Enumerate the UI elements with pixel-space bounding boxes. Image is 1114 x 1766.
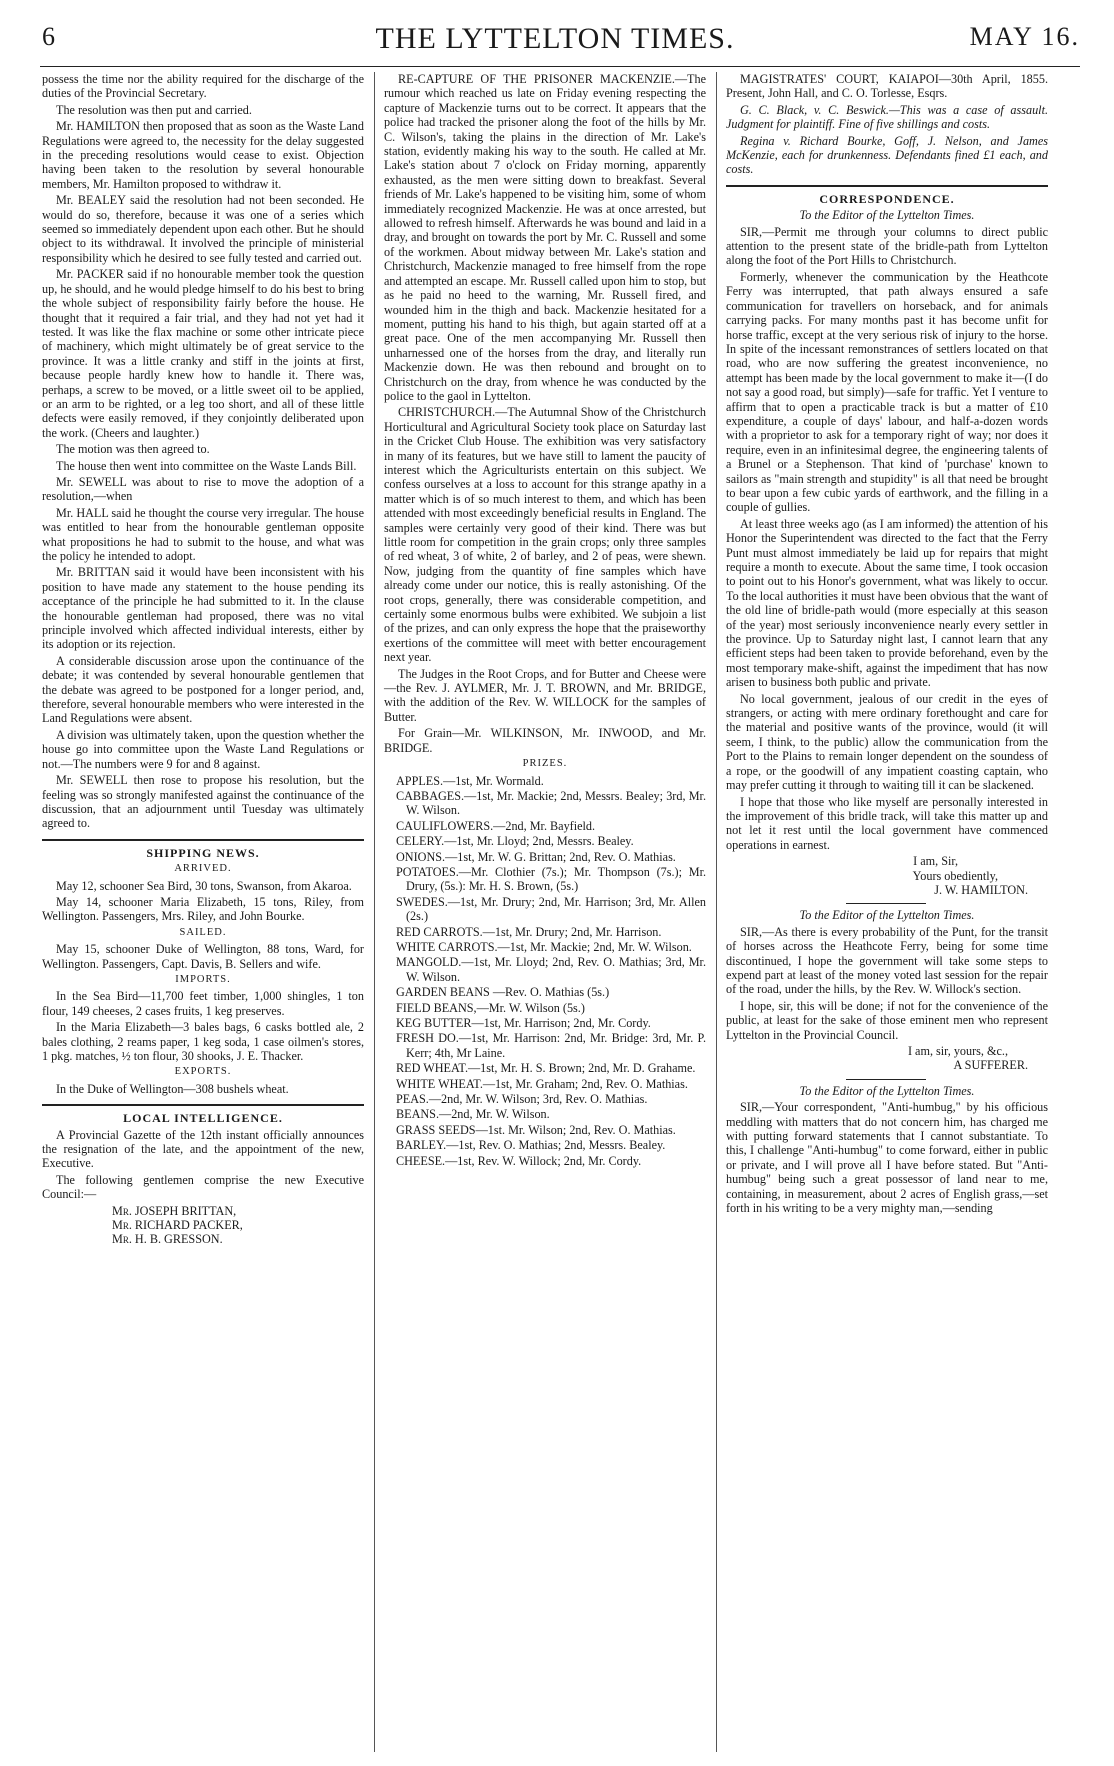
article-paragraph: Mr. PACKER said if no honourable member took the question up, he should, and he would pledge himself to do his best to bring the whole subject of responsibility fairly before the house. He thought that it required a fair trial, and they had not yet had it tested. It was like the flax machine or some other intricate piece of machinery, which might ultimately be of great service to the province. It was a little cranky and stiff in the joints at first, because people hardly knew how to handle it. There was, perhaps, a screw to be moved, or a little sweet oil to be applied, or an arm to be righted, or a leg too short, and all of these little defects were easily removed, if they conjointly deliberated upon the work. (Cheers and laughter.) [42, 267, 364, 440]
local-intelligence-heading: LOCAL INTELLIGENCE. [123, 1111, 283, 1126]
letter-signature: A SUFFERER. [953, 1058, 1028, 1073]
column-2 [384, 72, 706, 1169]
imports-label: IMPORTS. [175, 973, 231, 985]
shipping-news-heading: SHIPPING NEWS. [146, 845, 260, 860]
masthead [30, 22, 1080, 62]
letter-paragraph: SIR,—Permit me through your columns to direct public attention to the present state of the bridle-path from Lyttelton along the foot of the Port Hills to Christchurch. [726, 224, 1048, 268]
prize-entry: CELERY.—1st, Mr. Lloyd; 2nd, Messrs. Bealey. [396, 834, 634, 849]
shipping-entry: In the Sea Bird—11,700 feet timber, 1,000 shingles, 1 ton flour, 149 cheeses, 2 cases fruits, 1 keg preserves. [42, 989, 364, 1018]
article-paragraph: Mr. SEWELL was about to rise to move the adoption of a resolution,—when [42, 474, 364, 504]
letter-paragraph: I hope that those who like myself are personally interested in the improvement of this bridle track, will take this matter up and not let it rest until the local government have commenced operations in earnest. [726, 794, 1048, 852]
letter-paragraph: At least three weeks ago (as I am informed) the attention of his Honor the Superintendent was directed to the fact that the Ferry Punt must almost immediately be laid up for repairs that might require a month to execute. About the same time, I took occasion to point out to his Honor's government, what was likely to occur. To the local authorities it must have been obvious that the want of the old line of bridle-path would (more especially at this season of the year) most seriously inconvenience nearly every settler in the province. Up to Saturday night last, I cannot learn that any efficient steps had been taken to provide beforehand, even by the most temporary make-shift, against the impediment that has now arisen to business both public and private. [726, 516, 1048, 690]
prize-entry: POTATOES.—Mr. Clothier (7s.); Mr. Thompson (7s.); Mr. Drury, (5s.): Mr. H. S. Brown, (5s.) [396, 864, 706, 894]
article-paragraph: Mr. HAMILTON then proposed that as soon as the Waste Land Regulations were agreed to, the necessity for the delay suggested in the preceding resolutions would cease to exist. Objection having been taken to the resolution by several honourable members, Mr. Hamilton proposed to withdraw it. [42, 119, 364, 191]
letter-paragraph: SIR,—As there is every probability of the Punt, for the transit of horses across the Heathcote Ferry, being for some time discontinued, I hope the government will take some steps to expend part at least of the money voted last session for the repair of the road, under the hills, by the Rev. W. Willock's section. [726, 924, 1048, 997]
shipping-entry: In the Maria Elizabeth—3 bales bags, 6 casks bottled ale, 2 bales clothing, 2 reams paper, 1 keg soda, 1 case oilmen's stores, 1 pkg. matches, ½ ton flour, 30 shooks, J. E. Thacker. [42, 1020, 364, 1063]
letter-paragraph: SIR,—Your correspondent, "Anti-humbug," by his officious meddling with matters that do not concern him, has charged me with putting forward statements that I cannot substantiate. To this, I challenge "Anti-humbug" to come forward, either in public or private, and I will prove all I have before stated. But "Anti-humbug" being such a great possessor of land near to me, containing, in measurement, about 2 acres of English grass,—set forth in his writing to be a very mighty man,—sending [726, 1100, 1048, 1216]
correspondence-heading: CORRESPONDENCE. [819, 191, 955, 206]
issue-date: MAY 16. [969, 22, 1080, 51]
prize-list [384, 774, 706, 1169]
article-paragraph: MAGISTRATES' COURT, KAIAPOI—30th April, 1855. Present, John Hall, and C. O. Torlesse, Esqrs. [726, 72, 1048, 101]
article-paragraph: For Grain—Mr. WILKINSON, Mr. INWOOD, and Mr. BRIDGE. [384, 726, 706, 755]
letter-separator [846, 903, 926, 904]
letter-signature: J. W. HAMILTON. [934, 882, 1028, 897]
court-case: G. C. Black, v. C. Beswick.—This was a case of assault. Judgment for plaintiff. Fine of five shillings and costs. [726, 102, 1048, 132]
court-case: Regina v. Richard Bourke, Goff, J. Nelson, and James McKenzie, each for drunkenness. Defendants fined £1 each, and costs. [726, 133, 1048, 177]
article-paragraph: A Provincial Gazette of the 12th instant officially announces the resignation of the late, and the appointment of the new, Executive. [42, 1127, 364, 1171]
letter-closing: Yours obediently, [912, 868, 998, 883]
shipping-entry: In the Duke of Wellington—308 bushels wheat. [56, 1081, 289, 1096]
prize-entry: PEAS.—2nd, Mr. W. Wilson; 3rd, Rev. O. Mathias. [396, 1092, 648, 1107]
prize-entry: GARDEN BEANS —Rev. O. Mathias (5s.) [396, 985, 610, 1000]
prize-entry: RED WHEAT.—1st, Mr. H. S. Brown; 2nd, Mr. D. Grahame. [396, 1061, 696, 1076]
column-divider [374, 72, 375, 1752]
prize-entry: GRASS SEEDS—1st. Mr. Wilson; 2nd, Rev. O. Mathias. [396, 1122, 676, 1137]
council-member: Mr. RICHARD PACKER, [112, 1218, 243, 1233]
prize-entry: KEG BUTTER—1st, Mr. Harrison; 2nd, Mr. Cordy. [396, 1016, 651, 1030]
newspaper-title: THE LYTTELTON TIMES. [375, 22, 735, 55]
article-paragraph: RE-CAPTURE OF THE PRISONER MACKENZIE.—The rumour which reached us late on Friday evening respecting the capture of Mackenzie turns out to be correct. It appears that the police had tracked the prisoner along the foot of the hills by Mr. C. Wilson's, taking the plains in the direction of Mr. Lake's station, evidently making his way to the south. He called at Mr. Lake's station about 7 o'clock on Friday morning, apparently exhausted, as the men were sitting down to breakfast. Several friends of Mr. Lake's happened to be visiting him, some of whom immediately recognized Mackenzie. He was at once arrested, but allowed to refresh himself. Afterwards he was bound and laid in a dray, and brought on towards the port by Mr. C. Russell and some of the workmen. About midway between Mr. Lake's station and Christchurch, Mackenzie managed to free himself from the rope and attempted an escape. Mr. Russell called upon him to stop, but as he paid no heed to the warning, Mr. Russell fired, and wounded him in the thigh and back. Mackenzie hesitated for a moment, putting his hand to his thigh, but again started off at a great pace. One of the men accompanying Mr. Russell then unharnessed one of the horses from the dray, and literally run Mackenzie down. He was then rebound and brought on to Christchurch on the dray, from whence he was conducted by the police to the gaol in Lyttelton. [384, 72, 706, 403]
prize-entry: RED CARROTS.—1st, Mr. Drury; 2nd, Mr. Harrison. [396, 924, 662, 939]
shipping-entry: May 15, schooner Duke of Wellington, 88 tons, Ward, for Wellington. Passengers, Capt. Davis, B. Sellers and wife. [42, 942, 364, 971]
sailed-label: SAILED. [179, 926, 227, 938]
letter-separator [846, 1079, 926, 1080]
article-paragraph: A division was ultimately taken, upon the question whether the house go into committee upon the Waste Land Regulations or not.—The numbers were 9 for and 8 against. [42, 727, 364, 771]
prize-entry: CABBAGES.—1st, Mr. Mackie; 2nd, Messrs. Bealey; 3rd, Mr. W. Wilson. [396, 788, 706, 818]
article-paragraph: Mr. HALL said he thought the course very irregular. The house was entitled to hear from the honourable gentleman opposite what propositions he had to submit to the house, and what was the policy he intended to adopt. [42, 505, 364, 563]
column-1 [42, 72, 364, 1247]
article-paragraph: The Judges in the Root Crops, and for Butter and Cheese were—the Rev. J. AYLMER, Mr. J. T. BROWN, and Mr. BRIDGE, with the addition of the Rev. W. WILLOCK for the samples of Butter. [384, 666, 706, 724]
letter-paragraph: No local government, jealous of our credit in the eyes of strangers, or acting with mere ordinary forethought and care for the material and positive wants of the province, would (it will seem, I think, to the public) allow the communication from the Port to the Plains to remain longer dependent on the soundess of a rope, or the goodwill of any impatient coasting captain, who may prefer cutting it through to waiting till it can be slackened. [726, 691, 1048, 793]
section-rule [726, 185, 1048, 187]
article-paragraph: possess the time nor the ability required for the discharge of the duties of the Provincial Secretary. [42, 72, 364, 101]
letter-closing: I am, Sir, [913, 854, 958, 869]
article-paragraph: The resolution was then put and carried. [56, 102, 252, 117]
masthead-rule [40, 66, 1080, 67]
letter-address: To the Editor of the Lyttelton Times. [799, 1083, 975, 1098]
letter-paragraph: Formerly, whenever the communication by the Heathcote Ferry was interrupted, that path always ensured a safe communication for travellers on horseback, and for animals carrying packs. For many months past it has become unfit for horse traffic, except at the very serious risk of injury to the horse. In spite of the incessant remonstrances of settlers located on that road, who are now suffering the greatest inconvenience, no attempt has been made by the local government to make it—(I do not say a good road, but simply)—safe for traffic. Yet I venture to affirm that to open a practicable track is but a matter of £10 expenditure, a couple of days' labour, and half-a-dozen words with a proprietor to ask for a temporary right of way; nor does it require, even in an infinitesimal degree, the engineering talents of a Brunel or a Stephenson. That kind of 'purchase' known to sailors as "main strength and stupidity" is all that need be brought to bear upon a few cubic yards of earthwork, and the filling in a couple of gullies. [726, 269, 1048, 515]
letter-address: To the Editor of the Lyttelton Times. [799, 208, 975, 223]
article-paragraph: The following gentlemen comprise the new Executive Council:— [42, 1172, 364, 1202]
article-paragraph: Mr. BRITTAN said it would have been inconsistent with his position to have made any statement to the house pending its acceptance of the principle he had submitted to it. In the clause the honourable gentleman had proposed, there was no vital principle involved which affected individual interests, either by its adoption or its rejection. [42, 565, 364, 652]
article-paragraph: A considerable discussion arose upon the continuance of the debate; it was contended by several honourable gentlemen that the debate was agreed to be postponed for a longer period, and, therefore, several honourable members who were interested in the Land Regulations were absent. [42, 653, 364, 726]
prize-entry: CHEESE.—1st, Rev. W. Willock; 2nd, Mr. Cordy. [396, 1153, 642, 1168]
prize-entry: FIELD BEANS,—Mr. W. Wilson (5s.) [396, 1000, 585, 1015]
council-member: Mr. JOSEPH BRITTAN, [112, 1203, 237, 1218]
exports-label: EXPORTS. [174, 1066, 232, 1078]
shipping-entry: May 14, schooner Maria Elizabeth, 15 tons, Riley, from Wellington. Passengers, Mrs. Riley, and John Bourke. [42, 894, 364, 924]
article-paragraph: Mr. BEALEY said the resolution had not been seconded. He would do so, therefore, because it was one of a series which seemed so immediately dependent upon each other. But he should object to its withdrawal. It involved the principle of ministerial responsibility which he desired to see fully tested and carried out. [42, 193, 364, 265]
article-paragraph: CHRISTCHURCH.—The Autumnal Show of the Christchurch Horticultural and Agricultural Society took place on Saturday last in the Cricket Club House. The exhibition was very satisfactory in many of its features, but we have still to lament the paucity of interest which the Agriculturists entertain on this subject. We confess ourselves at a loss to account for this strange apathy in a matter which is of so much interest to them, and which has been attended with most exceedingly beneficial results in England. The samples were certainly very good of their kind. There was but little room for competition in the grain crops; only three samples of red wheat, 3 of white, 2 of barley, and 2 of peas, were shewn. Now, judging from the quantity of fine samples which have already come under our notice, this is really astonishing. Of the root crops, generally, there was considerable competition, and certainly some enormous bulbs were exhibited. We subjoin a list of the prizes, and can only express the hope that the praiseworthy exertions of the committee will meet with better encouragement next year. [384, 405, 706, 665]
prize-entry: BEANS.—2nd, Mr. W. Wilson. [396, 1107, 550, 1122]
prize-entry: BARLEY.—1st, Rev. O. Mathias; 2nd, Messrs. Bealey. [396, 1138, 666, 1153]
page-number: 6 [42, 22, 55, 51]
article-paragraph: Mr. SEWELL then rose to propose his resolution, but the feeling was so strongly manifested against the continuance of the discussion, that an adjournment until Tuesday was ultimately agreed to. [42, 773, 364, 831]
letter-address: To the Editor of the Lyttelton Times. [799, 908, 975, 923]
section-rule [42, 1104, 364, 1106]
prizes-heading: PRIZES. [522, 758, 568, 770]
arrived-label: ARRIVED. [174, 863, 232, 875]
prize-entry: SWEDES.—1st, Mr. Drury; 2nd, Mr. Harrison; 3rd, Mr. Allen (2s.) [396, 894, 706, 924]
shipping-entry: May 12, schooner Sea Bird, 30 tons, Swanson, from Akaroa. [56, 878, 352, 893]
section-rule [42, 839, 364, 841]
prize-entry: FRESH DO.—1st, Mr. Harrison: 2nd, Mr. Bridge: 3rd, Mr. P. Kerr; 4th, Mr Laine. [396, 1031, 706, 1060]
prize-entry: MANGOLD.—1st, Mr. Lloyd; 2nd, Rev. O. Mathias; 3rd, Mr. W. Wilson. [396, 955, 706, 984]
article-paragraph: The house then went into committee on the Waste Lands Bill. [56, 458, 357, 473]
prize-entry: WHITE WHEAT.—1st, Mr. Graham; 2nd, Rev. O. Mathias. [396, 1076, 688, 1091]
letter-closing: I am, sir, yours, &c., [907, 1044, 1008, 1058]
prize-entry: ONIONS.—1st, Mr. W. G. Brittan; 2nd, Rev. O. Mathias. [396, 849, 676, 864]
prize-entry: CAULIFLOWERS.—2nd, Mr. Bayfield. [396, 818, 596, 833]
column-3 [726, 72, 1048, 1217]
prize-entry: WHITE CARROTS.—1st, Mr. Mackie; 2nd, Mr. W. Wilson. [396, 939, 692, 954]
column-divider [716, 72, 717, 1752]
article-paragraph: The motion was then agreed to. [56, 442, 210, 457]
prize-entry: APPLES.—1st, Mr. Wormald. [396, 773, 544, 788]
letter-paragraph: I hope, sir, this will be done; if not for the convenience of the public, at least for the sake of those eminent men who represent Lyttelton in the Provincial Council. [726, 998, 1048, 1042]
council-member: Mr. H. B. GRESSON. [112, 1232, 223, 1247]
